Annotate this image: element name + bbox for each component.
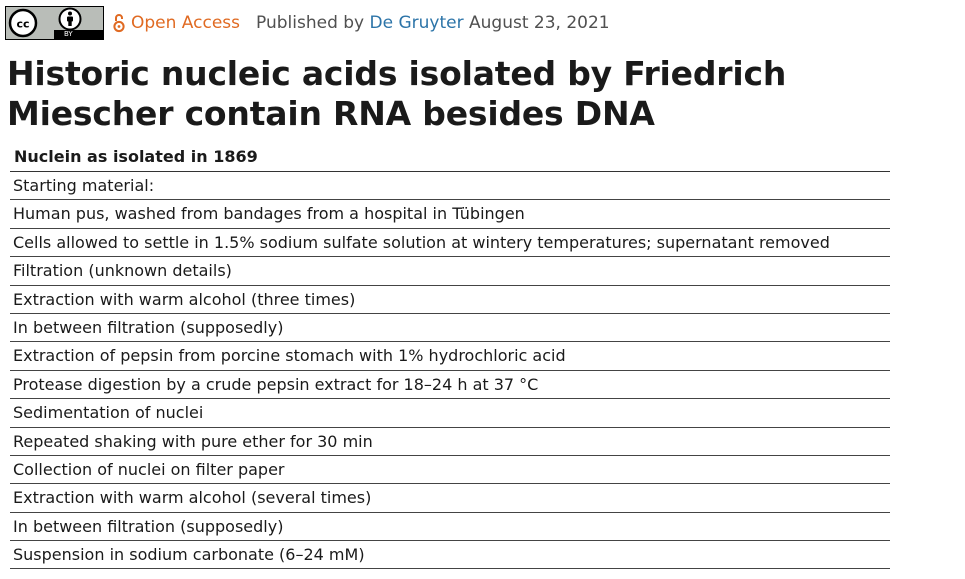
table-row: Starting material:	[10, 172, 890, 200]
open-access-lock-icon	[113, 13, 125, 33]
table-row: In between filtration (supposedly)	[10, 513, 890, 541]
article-meta-bar	[5, 5, 610, 41]
badge-band	[54, 30, 103, 39]
table-row: Human pus, washed from bandages from a hospital in Tübingen	[10, 200, 890, 228]
person-attribution-icon	[58, 7, 82, 31]
by-label: BY	[64, 30, 73, 38]
publication-info	[256, 13, 610, 33]
table-row: In between filtration (supposedly)	[10, 314, 890, 342]
publisher-link[interactable]: De Gruyter	[369, 13, 464, 33]
published-prefix: Published by	[256, 13, 365, 33]
table-row: Cells allowed to settle in 1.5% sodium sulfate solution at wintery temperatures; supernatant removed	[10, 229, 890, 257]
procedure-table	[10, 144, 890, 569]
table-header: Nuclein as isolated in 1869	[10, 144, 890, 172]
svg-text:cc: cc	[16, 17, 30, 31]
table-row: Collection of nuclei on filter paper	[10, 456, 890, 484]
table-row: Repeated shaking with pure ether for 30 min	[10, 428, 890, 456]
table-row: Extraction with warm alcohol (three times)	[10, 286, 890, 314]
table-row: Filtration (unknown details)	[10, 257, 890, 285]
table-row: Extraction with warm alcohol (several times)	[10, 484, 890, 512]
publication-date: August 23, 2021	[469, 13, 610, 33]
table-row: Sedimentation of nuclei	[10, 399, 890, 427]
cc-by-license-badge[interactable]	[5, 6, 104, 40]
table-body	[10, 172, 890, 569]
article-title: Historic nucleic acids isolated by Friedrich Miescher contain RNA besides DNA	[7, 54, 787, 133]
cc-icon	[8, 8, 38, 38]
table-row: Suspension in sodium carbonate (6–24 mM)	[10, 541, 890, 569]
open-access-indicator[interactable]	[113, 13, 240, 33]
table-row: Protease digestion by a crude pepsin extract for 18–24 h at 37 °C	[10, 371, 890, 399]
table-row: Extraction of pepsin from porcine stomach with 1% hydrochloric acid	[10, 342, 890, 370]
open-access-label: Open Access	[131, 13, 241, 33]
